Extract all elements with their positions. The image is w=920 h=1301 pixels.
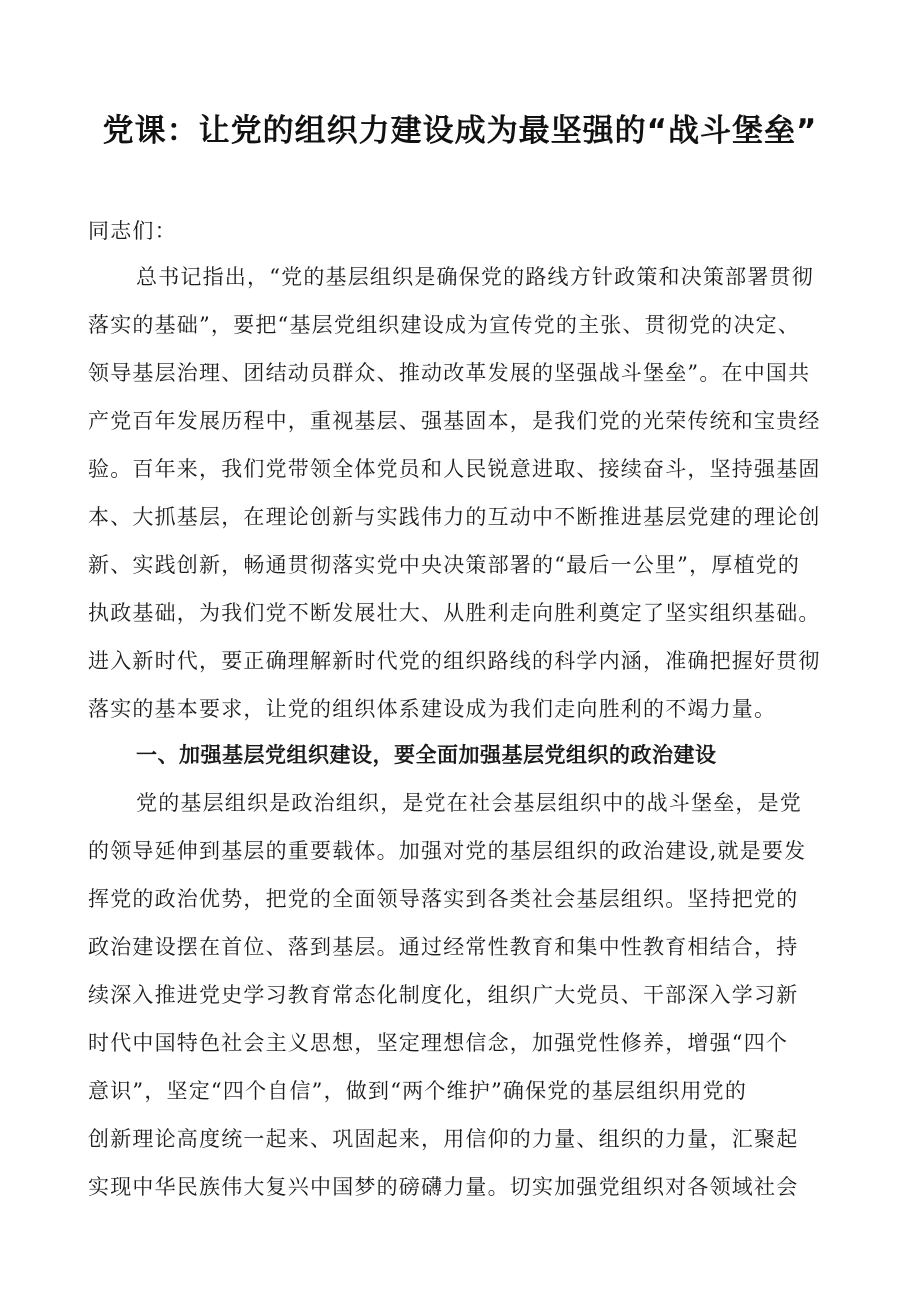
- paragraph-line: 进入新时代，要正确理解新时代党的组织路线的科学内涵，准确把握好贯彻: [88, 649, 821, 673]
- paragraph-line: 领导基层治理、团结动员群众、推动改革发展的坚强战斗堡垒”。在中国共: [88, 361, 811, 385]
- paragraph-line: 实现中华民族伟大复兴中国梦的磅礴力量。切实加强党组织对各领域社会: [88, 1175, 799, 1199]
- paragraph-line: 总书记指出，“党的基层组织是确保党的路线方针政策和决策部署贯彻: [136, 265, 814, 289]
- paragraph-line: 产党百年发展历程中，重视基层、强基固本，是我们党的光荣传统和宝贵经: [88, 409, 821, 433]
- paragraph-line: 时代中国特色社会主义思想，坚定理想信念，加强党性修养，增强“四个: [88, 1031, 789, 1055]
- section-heading: 一、加强基层党组织建设，要全面加强基层党组织的政治建设: [136, 743, 717, 767]
- paragraph-line: 意识”，坚定“四个自信”，做到“两个维护”确保党的基层组织用党的: [88, 1079, 748, 1103]
- paragraph-line: 本、大抓基层，在理论创新与实践伟力的互动中不断推进基层党建的理论创: [88, 505, 821, 529]
- paragraph-line: 新、实践创新，畅通贯彻落实党中央决策部署的“最后一公里”，厚植党的: [88, 553, 801, 577]
- paragraph-line: 党的基层组织是政治组织，是党在社会基层组织中的战斗堡垒，是党: [136, 791, 802, 815]
- document-title: 党课：让党的组织力建设成为最坚强的“战斗堡垒”: [102, 113, 818, 149]
- paragraph-line: 的领导延伸到基层的重要载体。加强对党的基层组织的政治建设,就是要发: [88, 839, 807, 863]
- paragraph-line: 落实的基础”，要把“基层党组织建设成为宣传党的主张、贯彻党的决定、: [88, 313, 801, 337]
- salutation: 同志们：: [88, 219, 177, 243]
- paragraph-line: 执政基础，为我们党不断发展壮大、从胜利走向胜利奠定了坚实组织基础。: [88, 601, 821, 625]
- paragraph-line: 政治建设摆在首位、落到基层。通过经常性教育和集中性教育相结合，持: [88, 935, 799, 959]
- paragraph-line: 挥党的政治优势，把党的全面领导落实到各类社会基层组织。坚持把党的: [88, 887, 799, 911]
- paragraph-line: 创新理论高度统一起来、巩固起来，用信仰的力量、组织的力量，汇聚起: [88, 1127, 799, 1151]
- paragraph-line: 续深入推进党史学习教育常态化制度化，组织广大党员、干部深入学习新: [88, 983, 799, 1007]
- paragraph-line: 落实的基本要求，让党的组织体系建设成为我们走向胜利的不竭力量。: [88, 697, 777, 721]
- paragraph-line: 验。百年来，我们党带领全体党员和人民锐意进取、接续奋斗，坚持强基固: [88, 457, 821, 481]
